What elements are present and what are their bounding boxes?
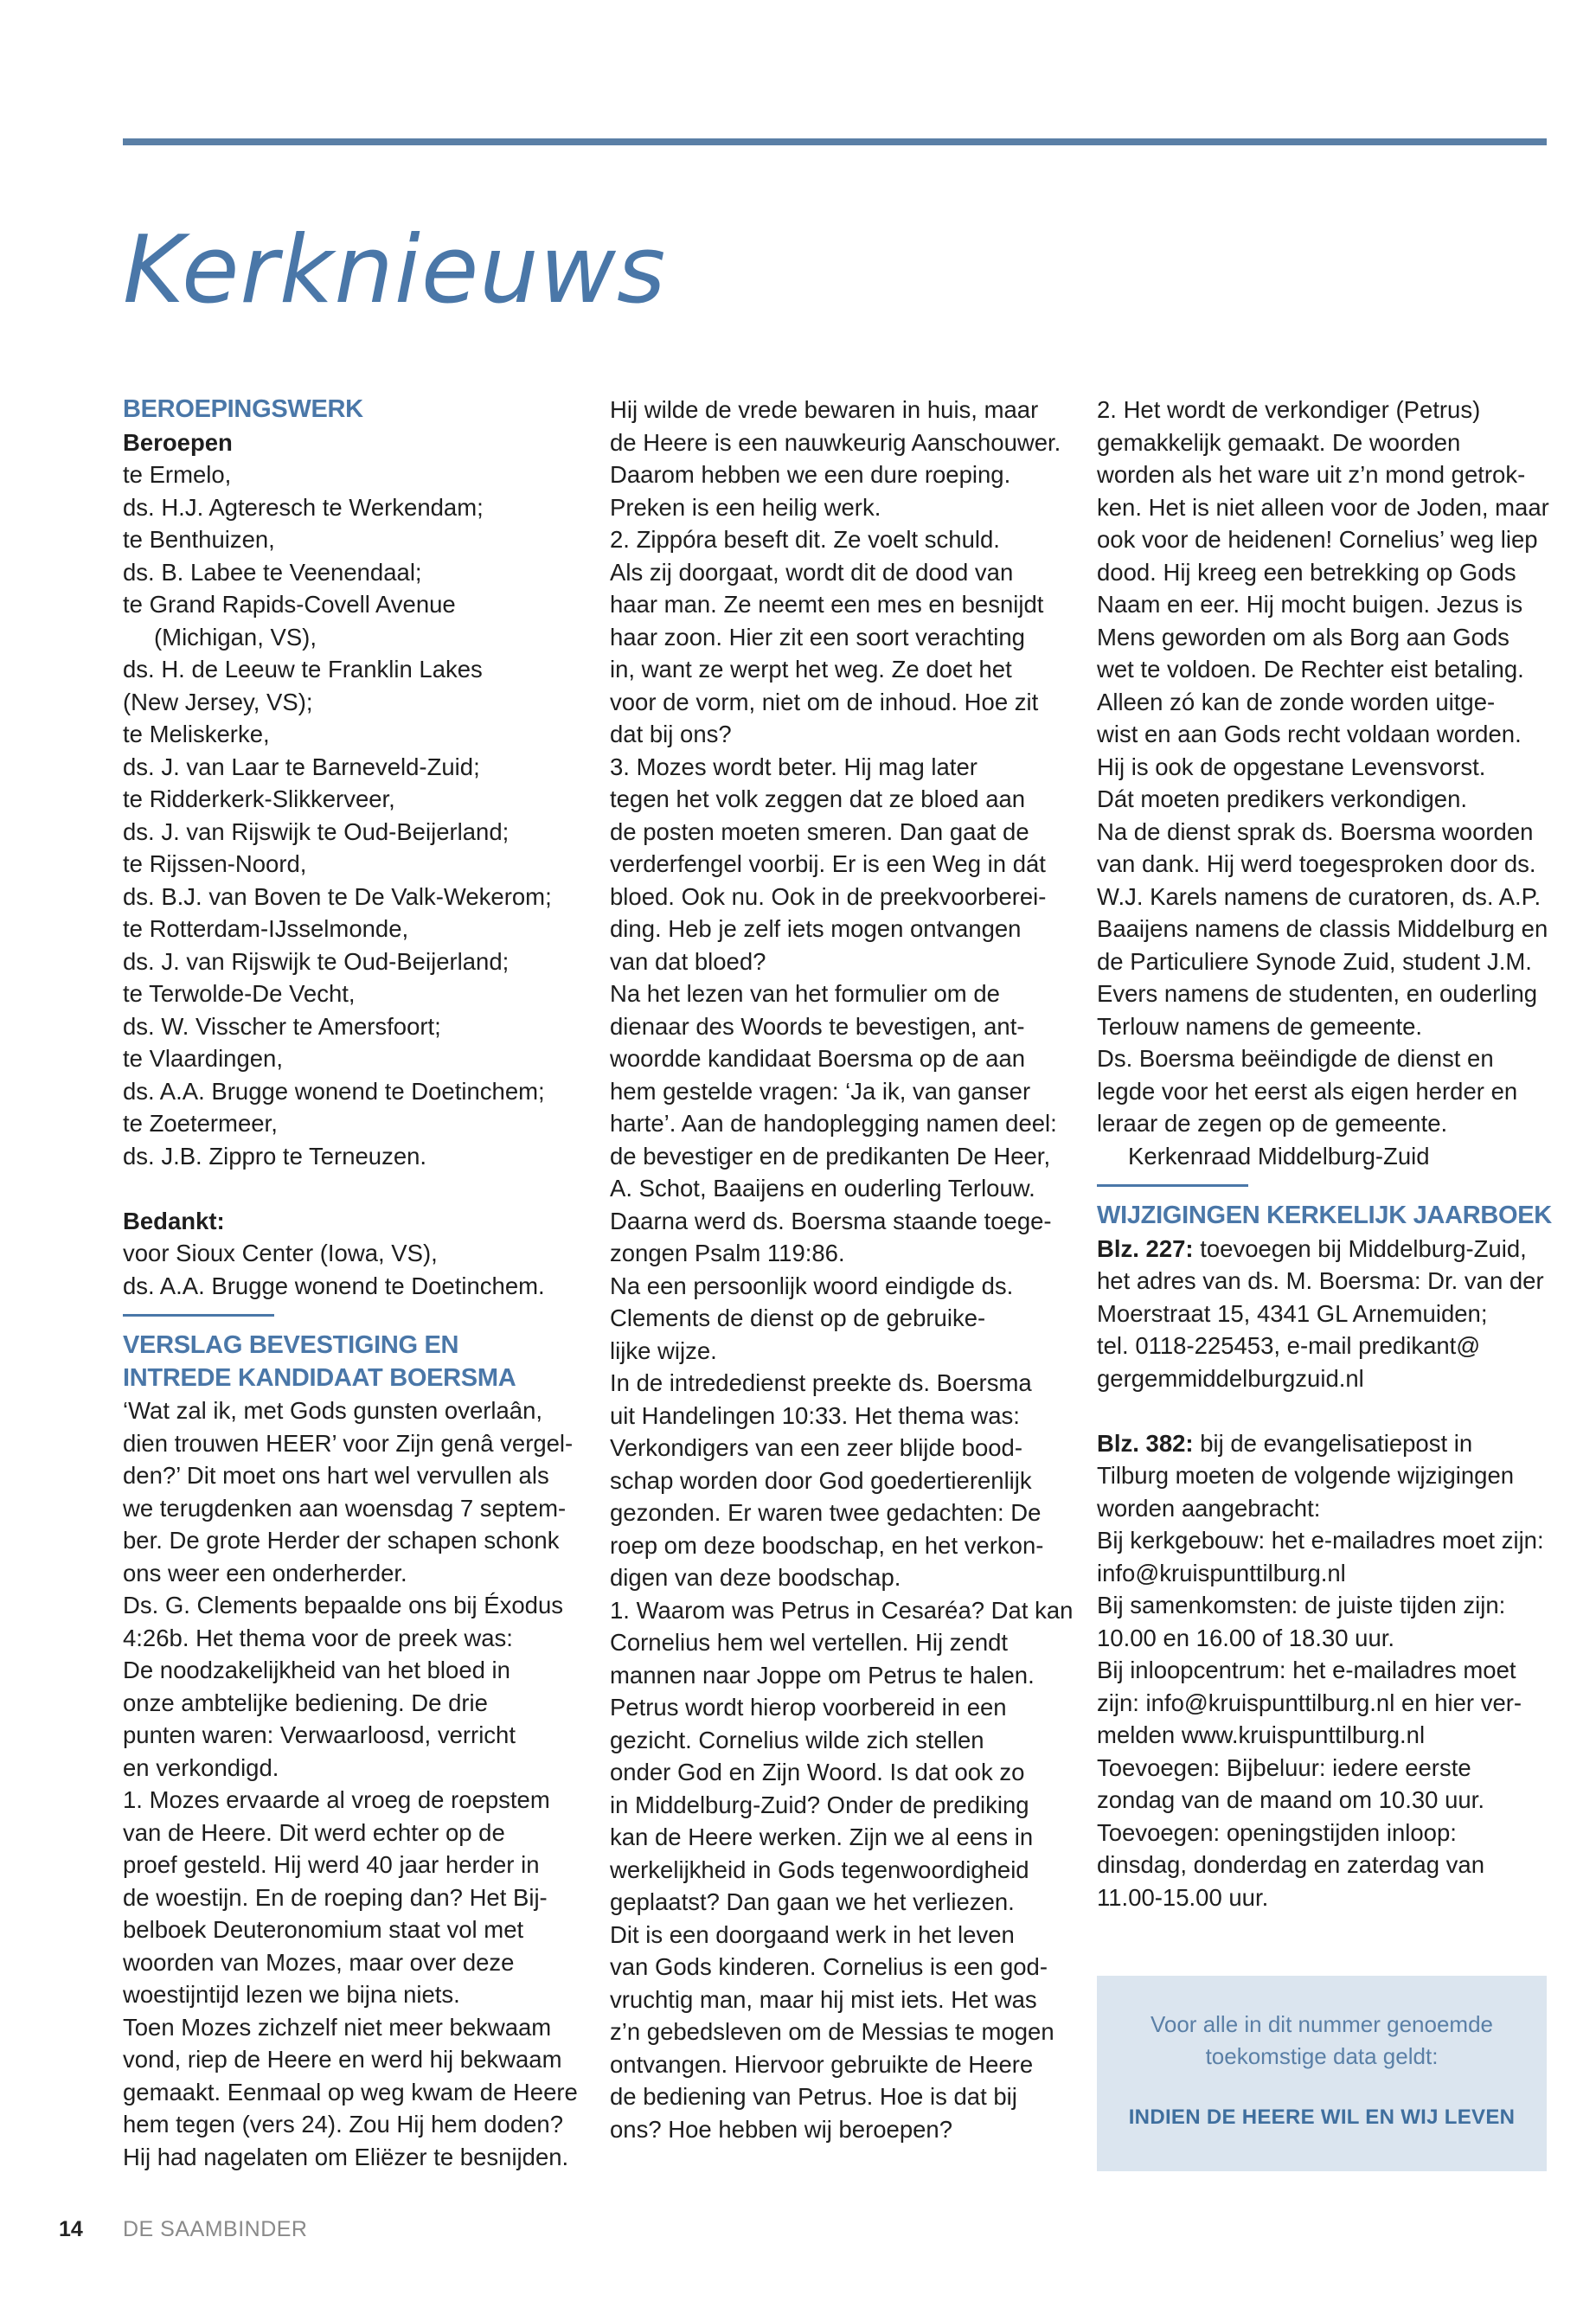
jaarboek-line: 11.00-15.00 uur. [1097, 1883, 1269, 1911]
text-line: harte’. Aan de handoplegging namen deel: [610, 1110, 1057, 1137]
text-line: wet te voldoen. De Rechter eist betaling. [1097, 656, 1524, 683]
text-line: gezonden. Er waren twee gedachten: De [610, 1499, 1042, 1526]
text-line: woestijntijd lezen we bijna niets. [123, 1981, 460, 2008]
text-line: de Particuliere Synode Zuid, student J.M. [1097, 947, 1532, 975]
jaarboek-line: Bij kerkgebouw: het e-mailadres moet zijn: [1097, 1527, 1544, 1554]
text-line: verderfengel voorbij. Er is een Weg in dát [610, 850, 1046, 877]
section-heading-jaarboek: WIJZIGINGEN KERKELIJK JAARBOEK [1097, 1202, 1552, 1229]
text-line: Daarna werd ds. Boersma staande toege- [610, 1207, 1052, 1234]
blz382-label: Blz. 382: [1097, 1429, 1194, 1457]
jaarboek-line: Bij samenkomsten: de juiste tijden zijn: [1097, 1592, 1506, 1618]
section-heading-beroepingswerk: BEROEPINGSWERK [123, 395, 363, 423]
jaarboek-line: Bij inloopcentrum: het e-mailadres moet [1097, 1657, 1516, 1683]
text-line: De noodzakelijkheid van het bloed in [123, 1657, 510, 1683]
beroepen-line: ds. J.B. Zippro te Terneuzen. [123, 1142, 427, 1170]
text-line: wist en aan Gods recht voldaan worden. [1097, 721, 1522, 747]
beroepen-line: te Grand Rapids-Covell Avenue [123, 591, 456, 618]
jaarboek-line: tel. 0118-225453, e-mail predikant@ [1097, 1332, 1481, 1359]
jaarboek-line: 10.00 en 16.00 of 18.30 uur. [1097, 1624, 1395, 1651]
text-line: 2. Het wordt de verkondiger (Petrus) [1097, 396, 1481, 423]
text-line: van dat bloed? [610, 947, 766, 975]
jaarboek-line: Toevoegen: openingstijden inloop: [1097, 1818, 1457, 1846]
text-line: Hij had nagelaten om Eliëzer te besnijden. [123, 2143, 569, 2170]
section-divider [123, 1314, 274, 1317]
beroepen-line: ds. J. van Laar te Barneveld-Zuid; [123, 753, 480, 780]
text-line: de woestijn. En de roeping dan? Het Bij- [123, 1883, 548, 1911]
jaarboek-line: zijn: info@kruispunttilburg.nl en hier ver- [1097, 1689, 1522, 1716]
blz382-text: bij de evangelisatiepost in [1193, 1429, 1473, 1457]
jaarboek-line: worden aangebracht: [1097, 1494, 1321, 1522]
text-line: voor de vorm, niet om de inhoud. Hoe zit [610, 688, 1039, 715]
text-line: gemaakt. Eenmaal op weg kwam de Heere [123, 2078, 578, 2106]
text-line: 1. Mozes ervaarde al vroeg de roepstem [123, 1786, 550, 1813]
top-rule [123, 138, 1547, 145]
text-line: uit Handelingen 10:33. Het thema was: [610, 1401, 1020, 1429]
text-line: de posten moeten smeren. Dan gaat de [610, 817, 1029, 845]
text-line: roep om deze boodschap, en het verkon- [610, 1531, 1044, 1559]
verslag-text-end [1097, 394, 1551, 1140]
jaarboek-line: Toevoegen: Bijbeluur: iedere eerste [1097, 1753, 1471, 1781]
beroepen-line: te Terwolde-De Vecht, [123, 980, 356, 1007]
text-line: Toen Mozes zichzelf niet meer bekwaam [123, 2013, 552, 2041]
notice-box [1097, 1976, 1547, 2171]
signature: Kerkenraad Middelburg-Zuid [1128, 1142, 1430, 1170]
text-line: den?’ Dit moet ons hart wel vervullen als [123, 1462, 549, 1489]
text-line: we terugdenken aan woensdag 7 septem- [123, 1494, 567, 1522]
text-line: in Middelburg-Zuid? Onder de prediking [610, 1791, 1029, 1818]
beroepen-line: ds. A.A. Brugge wonend te Doetinchem; [123, 1077, 545, 1105]
beroepen-line: ds. H. de Leeuw te Franklin Lakes [123, 656, 483, 683]
column-1 [123, 394, 578, 2173]
text-line: de Heere is een nauwkeurig Aanschouwer. [610, 428, 1061, 456]
text-line: ken. Het is niet alleen voor de Joden, maar [1097, 493, 1549, 521]
text-line: Preken is een heilig werk. [610, 493, 881, 521]
text-line: hem tegen (vers 24). Zou Hij hem doden? [123, 2111, 564, 2138]
text-line: Na een persoonlijk woord eindigde ds. [610, 1272, 1014, 1299]
text-line: Clements de dienst op de gebruike- [610, 1304, 986, 1331]
text-line: Mens geworden om als Borg aan Gods [1097, 623, 1509, 651]
text-line: Verkondigers van een zeer blijde bood- [610, 1434, 1022, 1461]
text-line: haar zoon. Hier zit een soort verachting [610, 623, 1025, 651]
column-3 [1097, 394, 1551, 1913]
text-line: Na de dienst sprak ds. Boersma woorden [1097, 817, 1534, 845]
text-line: 3. Mozes wordt beter. Hij mag later [610, 753, 977, 780]
beroepen-line: (Michigan, VS), [154, 623, 317, 651]
beroepen-line: ds. B.J. van Boven te De Valk-Wekerom; [123, 882, 552, 910]
text-line: onze ambtelijke bediening. De drie [123, 1689, 488, 1716]
jaarboek-line: zondag van de maand om 10.30 uur. [1097, 1786, 1484, 1813]
text-line: woordde kandidaat Boersma op de aan [610, 1045, 1026, 1072]
text-line: vruchtig man, maar hij mist iets. Het was [610, 1985, 1037, 2013]
blz227-first-line [1097, 1233, 1551, 1266]
text-line: Terlouw namens de gemeente. [1097, 1012, 1423, 1040]
text-line: ons weer een onderherder. [123, 1559, 407, 1586]
publication-name: DE SAAMBINDER [123, 2217, 308, 2241]
text-line: Daarom hebben we een dure roeping. [610, 461, 1011, 488]
page-number: 14 [59, 2217, 83, 2241]
beroepen-list [123, 458, 573, 1172]
beroepen-line: ds. W. Visscher te Amersfoort; [123, 1012, 441, 1040]
beroepen-label: Beroepen [123, 428, 233, 456]
section-heading-verslag-2: INTREDE KANDIDAAT BOERSMA [123, 1363, 516, 1392]
text-line: mannen naar Joppe om Petrus te halen. [610, 1661, 1035, 1689]
text-line: haar man. Ze neemt een mes en besnijdt [610, 591, 1044, 618]
text-line: Ds. G. Clements bepaalde ons bij Éxodus [123, 1592, 564, 1618]
notice-line-2: toekomstige data geldt: [1205, 2043, 1439, 2069]
beroepen-line: te Vlaardingen, [123, 1045, 283, 1072]
text-line: Naam en eer. Hij mocht buigen. Jezus is [1097, 591, 1523, 618]
text-line: 1. Waarom was Petrus in Cesaréa? Dat kan [610, 1596, 1074, 1624]
text-line: ontvangen. Hiervoor gebruikte de Heere [610, 2050, 1034, 2078]
text-line: Dát moeten predikers verkondigen. [1097, 785, 1468, 812]
text-line: 4:26b. Het thema voor de preek was: [123, 1624, 513, 1651]
bedankt-label: Bedankt: [123, 1207, 225, 1234]
verslag-text [123, 1394, 578, 2173]
beroepen-line: te Ermelo, [123, 461, 232, 488]
text-line: de bevestiger en de predikanten De Heer, [610, 1142, 1051, 1170]
text-line: Petrus wordt hierop voorbereid in een [610, 1694, 1007, 1721]
text-line: Dit is een doorgaand werk in het leven [610, 1920, 1015, 1948]
text-line: de bediening van Petrus. Hoe is dat bij [610, 2083, 1017, 2110]
beroepen-line: te Rijssen-Noord, [123, 850, 307, 877]
text-line: punten waren: Verwaarloosd, verricht [123, 1721, 516, 1748]
text-line: en verkondigd. [123, 1753, 279, 1781]
text-line: lijke wijze. [610, 1336, 717, 1364]
text-line: geplaatst? Dan gaan we het verliezen. [610, 1888, 1015, 1915]
text-line: z’n gebedsleven om de Messias te mogen [610, 2018, 1054, 2045]
page-title: Kerknieuws [123, 216, 667, 324]
beroepen-line: te Zoetermeer, [123, 1110, 278, 1137]
text-line: Evers namens de studenten, en ouderling [1097, 980, 1538, 1007]
text-line: legde voor het eerst als eigen herder en [1097, 1077, 1518, 1105]
text-line: van de Heere. Dit werd echter op de [123, 1818, 505, 1846]
text-line: Hij is ook de opgestane Levensvorst. [1097, 753, 1486, 780]
text-line: Ds. Boersma beëindigde de dienst en [1097, 1045, 1494, 1072]
notice-line-1: Voor alle in dit nummer genoemde [1150, 2011, 1493, 2037]
beroepen-line: (New Jersey, VS); [123, 688, 313, 715]
verslag-text-continued [610, 394, 1074, 2145]
text-line: gemakkelijk gemaakt. De woorden [1097, 428, 1461, 456]
text-line: ook voor de heidenen! Cornelius’ weg liep [1097, 526, 1538, 553]
text-line: ‘Wat zal ik, met Gods gunsten overlaân, [123, 1397, 543, 1424]
text-line: ding. Heb je zelf iets mogen ontvangen [610, 915, 1022, 942]
text-line: gezicht. Cornelius wilde zich stellen [610, 1726, 984, 1753]
section-heading-verslag-1: VERSLAG BEVESTIGING EN [123, 1331, 459, 1359]
blz227-label: Blz. 227: [1097, 1234, 1194, 1262]
beroepen-line: te Rotterdam-IJsselmonde, [123, 915, 409, 942]
text-line: hem gestelde vragen: ‘Ja ik, van ganser [610, 1077, 1031, 1105]
notice-emphasis: INDIEN DE HEERE WIL EN WIJ LEVEN [1128, 2106, 1516, 2129]
jaarboek-line: melden www.kruispunttilburg.nl [1097, 1721, 1426, 1748]
text-line: dat bij ons? [610, 721, 732, 747]
text-line: zongen Psalm 119:86. [610, 1240, 845, 1266]
text-line: digen van deze boodschap. [610, 1564, 901, 1591]
beroepen-line: ds. H.J. Agteresch te Werkendam; [123, 493, 484, 521]
text-line: werkelijkheid in Gods tegenwoordigheid [610, 1856, 1029, 1883]
jaarboek-line: dinsdag, donderdag en zaterdag van [1097, 1851, 1484, 1878]
text-line: woorden van Mozes, maar over deze [123, 1948, 515, 1976]
text-line: van dank. Hij werd toegesproken door ds. [1097, 850, 1536, 877]
blz227-text-lines [1097, 1265, 1551, 1394]
blz227-text: toevoegen bij Middelburg-Zuid, [1193, 1234, 1527, 1262]
blz382-first-line [1097, 1427, 1551, 1460]
text-line: in, want ze werpt het weg. Ze doet het [610, 656, 1012, 683]
text-line: tegen het volk zeggen dat ze bloed aan [610, 785, 1026, 812]
text-line: Cornelius hem wel vertellen. Hij zendt [610, 1629, 1009, 1656]
text-line: 2. Zippóra beseft dit. Ze voelt schuld. [610, 526, 1000, 553]
text-line: kan de Heere werken. Zijn we al eens in [610, 1823, 1034, 1850]
jaarboek-line: Moerstraat 15, 4341 GL Arnemuiden; [1097, 1299, 1488, 1327]
text-line: Hij wilde de vrede bewaren in huis, maar [610, 396, 1039, 423]
text-line: Baaijens namens de classis Middelburg en [1097, 915, 1548, 942]
text-line: ber. De grote Herder der schapen schonk [123, 1527, 560, 1554]
text-line: ons? Hoe hebben wij beroepen? [610, 2115, 952, 2143]
bedankt-line: voor Sioux Center (Iowa, VS), [123, 1240, 438, 1266]
jaarboek-line: Tilburg moeten de volgende wijzigingen [1097, 1462, 1515, 1489]
text-line: onder God en Zijn Woord. Is dat ook zo [610, 1759, 1025, 1785]
column-2 [610, 394, 1074, 2145]
text-line: belboek Deuteronomium staat vol met [123, 1916, 524, 1943]
jaarboek-line: gergemmiddelburgzuid.nl [1097, 1364, 1364, 1392]
text-line: Na het lezen van het formulier om de [610, 980, 1000, 1007]
text-line: proef gesteld. Hij werd 40 jaar herder in [123, 1851, 540, 1878]
blz382-text-lines [1097, 1459, 1551, 1913]
section-divider [1097, 1184, 1248, 1187]
jaarboek-line: het adres van ds. M. Boersma: Dr. van der [1097, 1267, 1544, 1294]
beroepen-line: te Meliskerke, [123, 721, 270, 747]
text-line: dienaar des Woords te bevestigen, ant- [610, 1012, 1025, 1040]
text-line: vond, riep de Heere en werd hij bekwaam [123, 2046, 562, 2073]
bedankt-line: ds. A.A. Brugge wonend te Doetinchem. [123, 1272, 545, 1299]
beroepen-line: ds. B. Labee te Veenendaal; [123, 558, 422, 586]
text-line: bloed. Ook nu. Ook in de preekvoorberei- [610, 882, 1047, 910]
jaarboek-line: info@kruispunttilburg.nl [1097, 1559, 1346, 1586]
text-line: dien trouwen HEER’ voor Zijn genâ vergel- [123, 1429, 574, 1457]
text-line: A. Schot, Baaijens en ouderling Terlouw. [610, 1175, 1035, 1202]
text-line: In de intrededienst preekte ds. Boersma [610, 1369, 1032, 1396]
beroepen-line: ds. J. van Rijswijk te Oud-Beijerland; [123, 817, 510, 845]
beroepen-line: ds. J. van Rijswijk te Oud-Beijerland; [123, 947, 510, 975]
text-line: Als zij doorgaat, wordt dit de dood van [610, 558, 1014, 586]
text-line: van Gods kinderen. Cornelius is een god- [610, 1953, 1048, 1980]
text-line: schap worden door God goedertierenlijk [610, 1466, 1032, 1494]
text-line: W.J. Karels namens de curatoren, ds. A.P. [1097, 882, 1542, 910]
text-line: leraar de zegen op de gemeente. [1097, 1110, 1448, 1137]
bedankt-list [123, 1237, 573, 1302]
beroepen-line: te Ridderkerk-Slikkerveer, [123, 785, 395, 812]
text-line: dood. Hij kreeg een betrekking op Gods [1097, 558, 1516, 586]
text-line: Alleen zó kan de zonde worden uitge- [1097, 688, 1496, 715]
beroepen-line: te Benthuizen, [123, 526, 275, 553]
text-line: worden als het ware uit z’n mond getrok- [1097, 461, 1526, 488]
